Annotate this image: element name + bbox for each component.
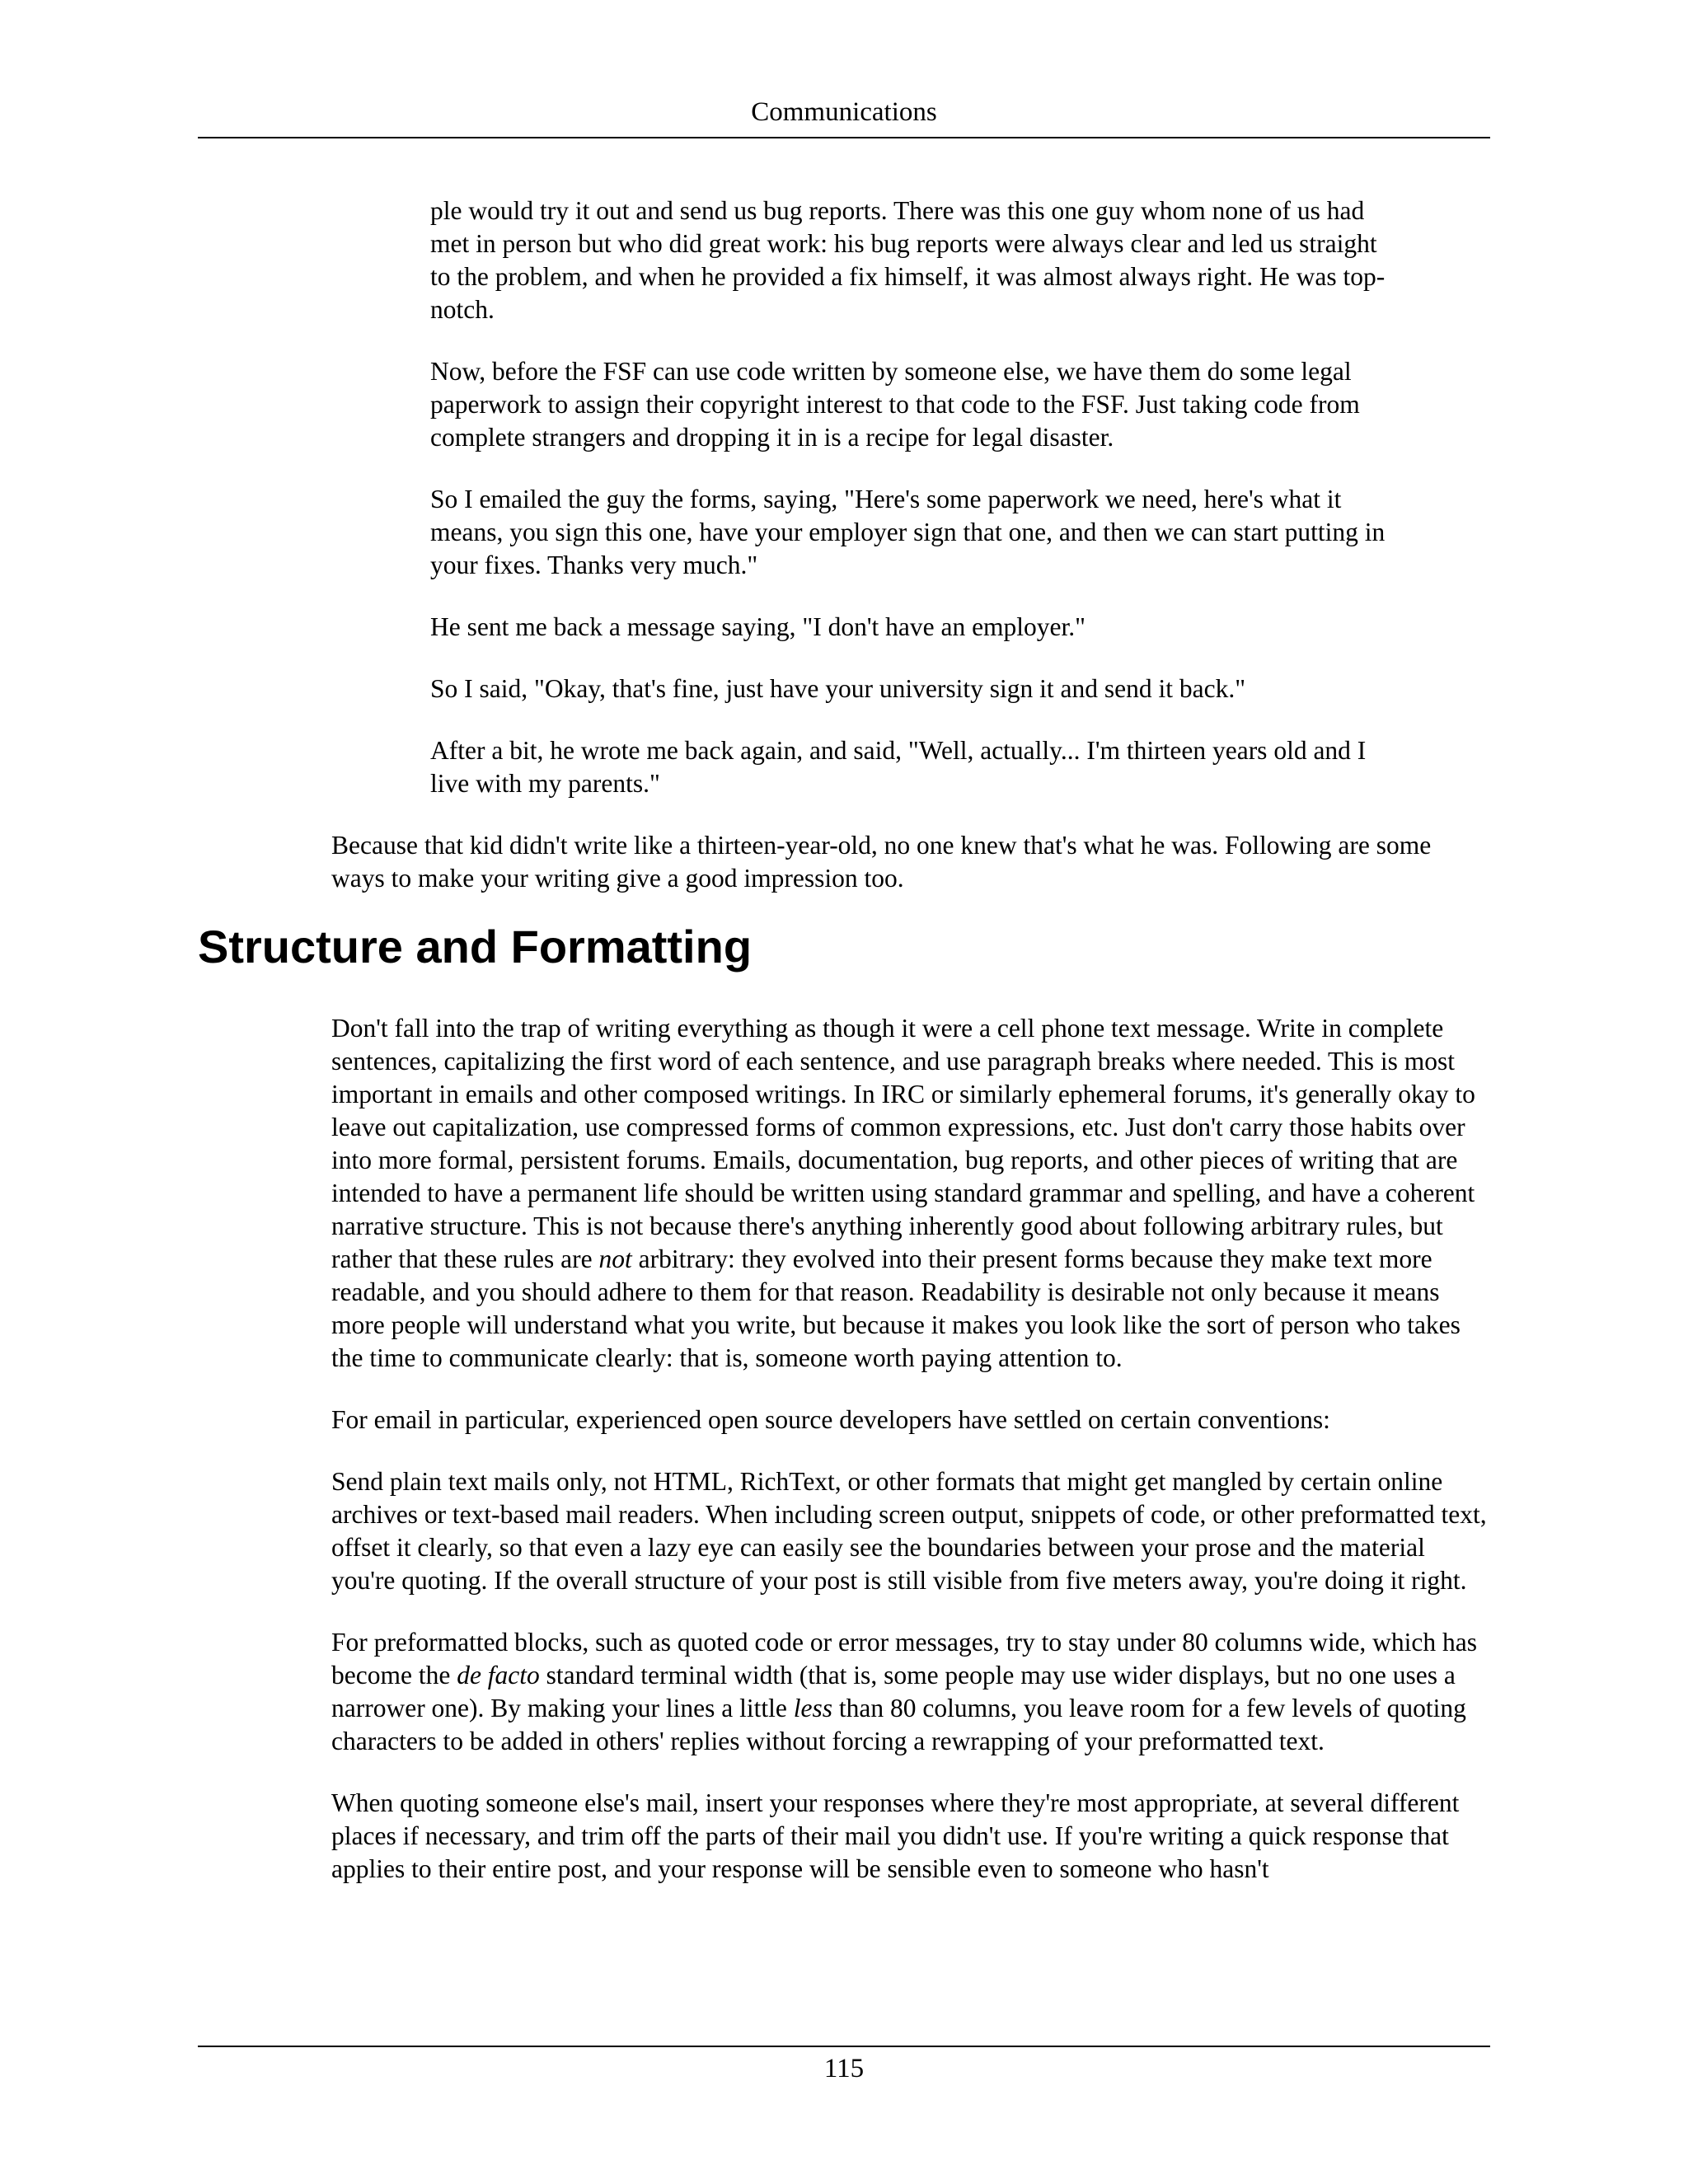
- quote-paragraph: So I said, "Okay, that's fine, just have your university sign it and send it back.": [430, 674, 1246, 703]
- quote-paragraph: He sent me back a message saying, "I don't have an employer.": [430, 612, 1086, 641]
- section-body: [331, 1012, 1490, 1915]
- text-run: Don't fall into the trap of writing everything as though it were a cell phone text message. Write in complete sentences, capitalizing the first word of each sentence, and use paragraph breaks where needed. This is most important in emails and other composed writings. In IRC or similarly ephemeral forums, it's generally okay to leave out capitalization, use compressed forms of common expressions, etc. Just don't carry those habits over into more formal, persistent forums. Emails, documentation, bug reports, and other pieces of writing that are intended to have a permanent life should be written using standard grammar and spelling, and have a coherent narrative structure. This is not because there's anything inherently good about following arbitrary rules, but rather that these rules are: [331, 1014, 1475, 1273]
- quote-paragraph: ple would try it out and send us bug reports. There was this one guy whom none of us had met in person but who did great work: his bug reports were always clear and led us straight to the problem, and when he provided a fix himself, it was almost always right. He was top-notch.: [430, 196, 1386, 324]
- section-heading: Structure and Formatting: [198, 921, 753, 972]
- text-run: standard terminal width (that is, some people may use wider displays, but no one uses a narrower one). By making your lines a little: [331, 1661, 1456, 1722]
- text-run: than 80 columns, you leave room for a few levels of quoting characters to be added in others' replies without forcing a rewrapping of your preformatted text.: [331, 1694, 1466, 1755]
- header-divider: [198, 137, 1490, 138]
- body-paragraph: [331, 1012, 1490, 1375]
- body-paragraph: For email in particular, experienced open source developers have settled on certain conventions:: [331, 1405, 1330, 1434]
- emphasis: de facto: [457, 1661, 540, 1690]
- page-number: 115: [823, 2054, 865, 2083]
- body-paragraph: When quoting someone else's mail, insert your responses where they're most appropriate, at several different places if necessary, and trim off the parts of their mail you didn't use. If you're writing a quick response that applies to their entire post, and your response will be sensible even to someone who hasn't: [331, 1788, 1460, 1883]
- body-paragraph: Send plain text mails only, not HTML, RichText, or other formats that might get mangled by certain online archives or text-based mail readers. When including screen output, snippets of code, or other preformatted text, offset it clearly, so that even a lazy eye can easily see the boundaries between your prose and the material you're quoting. If the overall structure of your post is still visible from five meters away, you're doing it right.: [331, 1467, 1487, 1595]
- emphasis: not: [598, 1244, 632, 1273]
- quote-paragraph: Now, before the FSF can use code written by someone else, we have them do some legal paperwork to assign their copyright interest to that code to the FSF. Just taking code from complete strangers and dropping it in is a recipe for legal disaster.: [430, 357, 1360, 452]
- running-header: Communications: [751, 97, 937, 127]
- text-run: arbitrary: they evolved into their present forms because they make text more readable, and you should adhere to them for that reason. Readability is desirable not only because it means more people will understand what you write, but because it makes you look like the sort of person who takes the time to communicate clearly: that is, someone worth paying attention to.: [331, 1244, 1461, 1372]
- footer-divider: [198, 2046, 1490, 2047]
- quote-paragraph: After a bit, he wrote me back again, and said, "Well, actually... I'm thirteen years old and I live with my parents.": [430, 736, 1367, 798]
- closing-paragraph: Because that kid didn't write like a thirteen-year-old, no one knew that's what he was. Following are some ways to make your writing give a good impression too.: [331, 831, 1432, 893]
- text-run: For preformatted blocks, such as quoted code or error messages, try to stay under 80 columns wide, which has become the: [331, 1628, 1478, 1690]
- block-quote: [430, 194, 1386, 829]
- emphasis: less: [793, 1694, 832, 1722]
- body-paragraph: [331, 1626, 1490, 1758]
- quote-paragraph: So I emailed the guy the forms, saying, "Here's some paperwork we need, here's what it means, you sign this one, have your employer sign that one, and then we can start putting in your fixes. Thanks very much.": [430, 485, 1386, 579]
